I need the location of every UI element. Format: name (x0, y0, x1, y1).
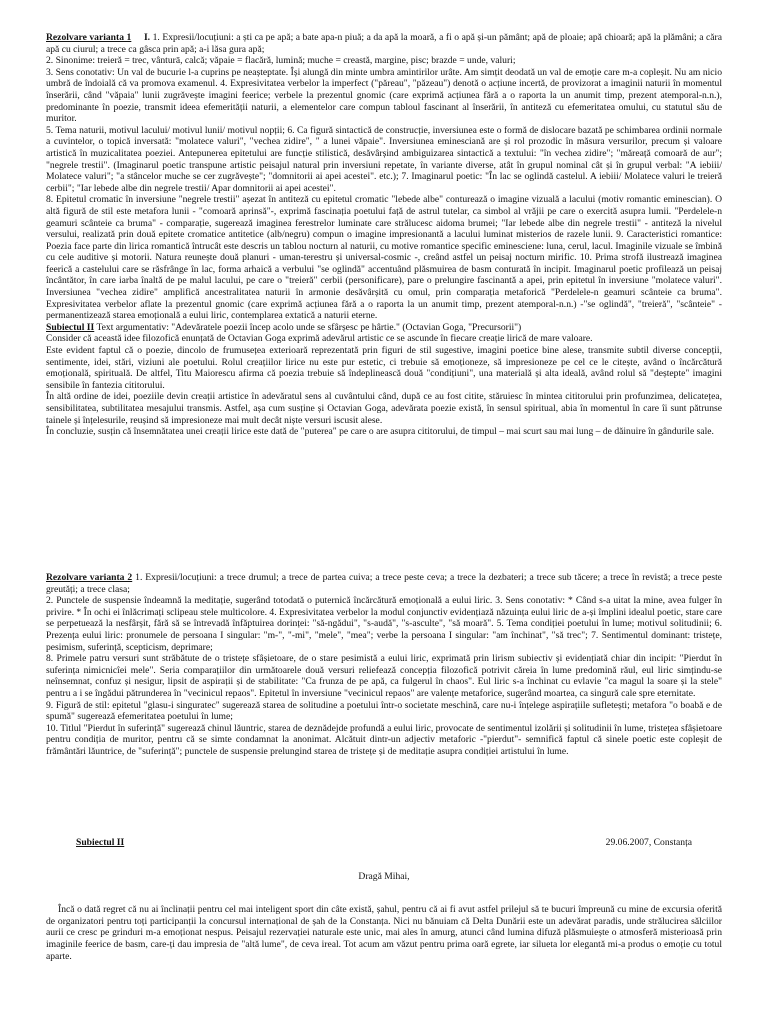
variant-2-item-1: 1. Expresii/locuțiuni: a trece drumul; a trece de partea cuiva; a trece peste ceva; a trece la dezbateri; a trece sub tăcere; a trece în revistă; a trece peste greutăți; a trece clasa; (46, 572, 722, 595)
letter-body: Încă o dată regret că nu ai înclinații pentru cel mai inteligent sport din câte există, șahul, pentru că ai fi avut astfel prilejul să te bucuri împreună cu mine de excursia oferită de organizatori pentru toți participanții la concursul internațional de șah de la Constanța. Nici nu bănuiam că Delta Dunării este un adevărat paradis, unde strălucirea sălciilor aurii ce cresc pe grinduri m-a emoționat nespus. Peisajul rezervației naturale este unic, mai ales în amurg, atunci când lumina difuză plăsmuiește o atmosferă misterioasă prin imaginile feerice de basm, care-ți dau impresia de "altă lume", de ceva ireal. Tot acum am văzut pentru prima oară egrete, iar silueta lor elegantă mi-a produs o emoție cu totul aparte. (46, 904, 722, 962)
variant-1-paragraph-1 (46, 32, 722, 55)
variant-1-item-2: 2. Sinonime: treieră = trec, vânturā, calcă; văpaie = flacără, lumină; muche = creastă, margine, pisc; brazde = unde, valuri; (46, 55, 516, 67)
variant-2-paragraph-1 (46, 572, 722, 595)
letter-heading-row (46, 837, 722, 849)
variant-1-items-5-7: 5. Tema naturii, motivul lacului/ motivul lunii/ motivul nopții; 6. Ca figură sintactică de construcție, inversiunea este o formă de dislocare bazată pe schimbarea ordinii normale a cuvintelor, o topică inversată: "molatece valuri", "vechea zidire", " a lunei văpaie". Inversiunea eminesciană are și rol prozodic în măsura versurilor, precum și valoare artistică în muzicalitatea poeziei. Antepunerea epitetului are funcție stilistică, desăvârșind ambiguizarea sintactică a textului: "în vechea zidire"; "măreață comoară de aur"; "negrele trestii". (Imaginarul poetic transpune artistic peisajul natural prin inversiuni repetate, în variante diverse, atât în grupul nominal cât și în grupul verbal: "A iebiii/ Molatece valuri"; "a stâncelor muche se cer zugrăvește"; "domnitorii ai apei acestei". etc.); 7. Imaginarul poetic: "În lac se oglindă castelul. A iebiii/ Molatece valuri le treieră cerbii"; "Iar lebede albe din negrele trestii/ Apar domnitorii ai apei acestei". (46, 124, 722, 194)
letter-date: 29.06.2007, Constanța (605, 837, 692, 848)
variant-1-items-8-10: 8. Epitetul cromatic în inversiune "negrele trestii" așezat în antiteză cu epitetul cromatic "lebede albe" conturează o imagine vizuală a lacului (motiv romantic eminescian). O altă figură de stil este metafora lunii - "comoară aprinsă"-, exprimă fascinația poetului față de astrul tutelar, ca simbol al vrăjii pe care o exercită asupra lumii. "Perdelele-n geamuri scânteie ca bruma" - comparație, sugerează imaginea ferestrelor luminate care strălucesc aidoma brumei; "Iar lebede albe din negrele trestii" - antiteză la nivelul versului, realizată prin două epitete cromatice antitetice (alb/negru) compun o imagine impresionantă a lacului luminat misterios de razele lunii. 9. Caracteristici romantice: Poezia face parte din lirica romantică întrucât este descris un tablou nocturn al naturii, cu motive romantice specific eminesciene: luna, cerul, lacul. Imaginile vizuale se îmbină cu cele auditive și motorii. Natura reunește două planuri - uman-terestru și universal-cosmic -, creând astfel un peisaj nocturn mirific. 10. Prima strofă ilustrează imaginea feerică a castelului care se răsfrânge în lac, forma arhaică a verbului "se oglindă" accentuând plăsmuirea de basm conturată în incipit. Imaginarul poetic profilează un peisaj încântător, în care iarba înaltă de pe malul lacului, pe care o "treieră" cerbii (personificare), pare o prelungire fascinantă a apei, prin epitetul în inversiune "molatece valuri". Inversiunea "vechea zidire" amplifică ancestralitatea naturii în armonie desăvârșită cu omul, prin comparația metaforică "Perdelele-n geamuri scânteie ca bruma". Expresivitatea verbelor aflate la prezentul gnomic (care exprimă acțiunea fără a o raporta la un anumit timp, prezent atemporal-n.n.) -"se oglindă", "treieră", "scânteie" - permanentizează starea emoțională a eului liric, contemplarea extatică a naturii eterne. (46, 194, 722, 322)
variant-1-part-label: I. (143, 32, 151, 43)
variant-2-item-8: 8. Primele patru versuri sunt străbătute de o tristețe sfâșietoare, de o stare pesimistă a eului liric, exprimată prin lirism subiectiv și evidențiată chiar din incipit: "Pierdut în suferința nimicnicîei mele". Seria comparațiilor din următoarele două versuri reliefează concepția filozofică potrivit căreia în lume predomină răul, eul liric simțindu-se neînsemnat, confuz și nesigur, lipsit de aspirații și de stabilitate: "Ca frunza de pe apă, ca fulgerul în chaos". Eul liric s-a închinat cu evlavie "ca magul la soare și la stele" pentru a i se îngădui pătrunderea în "vecinicul repaos". Epitetul în inversiune "vecinicul repaos" are valențe metaforice, sugerând moartea, ca singură cale spre eternitate. (46, 653, 722, 699)
variant-2-label: Rezolvare varianta 2 (46, 572, 133, 583)
variant-2-section (46, 572, 722, 758)
subiect-2-intro-text: Text argumentativ: "Adevăratele poezii încep acolo unde se sfârșesc pe hârtie." (Octavian Goga, "Precursorii") (94, 321, 522, 333)
variant-2-item-10: 10. Titlul "Pierdut în suferință" sugerează chinul lăuntric, starea de deznădejde profundă a eului liric, provocate de sentimentul izolării și solitudinii în lume, tristețea sfâșietoare pentru condiția de muritor, pentru că se simte condamnat la anonimat. Alcătuit dintr-un adjectiv metaforic -"pierdut"- semnifică faptul că sinele poetic este copleșit de frământări lăuntrice, de "suferință"; punctele de suspensie prelungind starea de tristețe și de meditație asupra condiției artistului în lume. (46, 722, 722, 757)
variant-1-section (46, 32, 722, 438)
letter-section (46, 837, 722, 962)
essay-paragraph-3: În altă ordine de idei, poeziile devin creații artistice în adevăratul sens al cuvântului când, după ce au fost citite, stăruiesc în mintea cititorului prin profunzimea, delicatețea, sensibilitatea, subtilitatea mesajului transmis. Astfel, așa cum susține și Octavian Goga, adevărata poezie există, în sensul spiritual, abia în momentul în care îi sunt pătrunse tainele și înțelesurile, reușind să impresioneze mai mult decât niște versuri iscusit alese. (46, 391, 722, 426)
letter-greeting: Dragă Mihai, (358, 870, 410, 882)
variant-1-item-1: 1. Expresii/locuțiuni: a ști ca pe apă; a bate apa-n piuă; a da apă la moară, a fi o apă și-un pământ; apă de ploaie; apă chioară; apă la plămâni; a căra apă cu ciurul; a trece ca gâsca prin apă; a-i lăsa gura apă; (46, 32, 722, 55)
essay-paragraph-2: Este evident faptul că o poezie, dincolo de frumusețea exterioară reprezentată prin figuri de stil sugestive, imagini poetice bine alese, transmite subtil diverse concepții, sentimente, idei, stări, viziuni ale poetului. Rolul creațiilor lirice nu este pur estetic, ci trebuie să emoționeze, să impresioneze pe cel ce le citește, având o încărcătură emoțională, spirituală. De altfel, Titu Maiorescu afirma că poezia trebuie să îndeplinească două "condițiuni", una materială și alta ideală, având rolul să "deștepte" imagini sensibile în fantezia cititorului. (46, 345, 722, 391)
variant-2-item-9: 9. Figură de stil: epitetul "glasu-i singuratec" sugerează starea de solitudine a poetului într-o societate meschină, care nu-i înțelege aspirațiile sufletești; metafora "o boabă e de spumă" sugerează efemeritatea poetului în lume; (46, 699, 722, 723)
subiect-2-label: Subiectul II (46, 321, 95, 333)
essay-paragraph-4: În concluzie, susțin că însemnătatea unei creații lirice este dată de "puterea" pe care o are asupra cititorului, de timpul – mai scurt sau mai lung – de dăinuire în gândurile sale. (46, 426, 714, 438)
subiect-label: Subiectul II (76, 837, 125, 848)
variant-1-label: Rezolvare varianta 1 (46, 32, 132, 43)
subiect-2-intro (46, 322, 722, 334)
essay-paragraph-1: Consider că această idee filozofică enunțată de Octavian Goga exprimă adevărul artistic ce se ascunde în fiecare creație lirică de mare valoare. (46, 333, 593, 345)
variant-1-items-3-4: 3. Sens conotativ: Un val de bucurie l-a cuprins pe neașteptate. Își alungă din minte umbra amintirilor urâte. Am simțit deodată un val de emoție care m-a copleșit. Nu am nicio umbră de îndoială că va promova examenul. 4. Expresivitatea verbelor la imperfect ("păreau", "păzeau") denotă o acțiune incertă, de provizorat a imaginii naturii în momentul înserării, când "văpaia" lunii zugrăvește imagini feerice; verbele la prezentul gnomic (care exprimă acțiunea fără a o raporta la un anumit timp, prezent atemporal-n.n.), predominante în poezie, transmit ideea efemerității naturii, a elementelor care compun tabloul fascinant al înserării, în antiteză cu efemeritatea omului, cu statutul său de muritor. (46, 66, 722, 125)
variant-2-items-2-7: 2. Punctele de suspensie îndeamnă la meditație, sugerând totodată o puternică încărcătură emoțională a eului liric. 3. Sens conotativ: * Când s-a uitat la mine, avea fulger în privire. * În ochi ei înlăcrimați sclipeau stele multicolore. 4. Expresivitatea verbelor la modul conjunctiv evidențiază năzuința eului liric de a-și împlini idealul poetic, stare care se perpetuează la nesfârșit, fără să se întrevadă înfăptuirea dorinței: "să-ngădui", "s-audă", "s-asculte", "să moară". 5. Tema condiției poetului în lume; motivul solitudinii; 6. Prezența eului liric: pronumele de persoana I singular: "m-", "-mi", "mele", "mea"; verbe la persoana I singular: "am închinat", "să trec"; 7. Sentimentul dominant: tristețe, pesimism, suferință, scepticism, deprimare; (46, 595, 722, 653)
